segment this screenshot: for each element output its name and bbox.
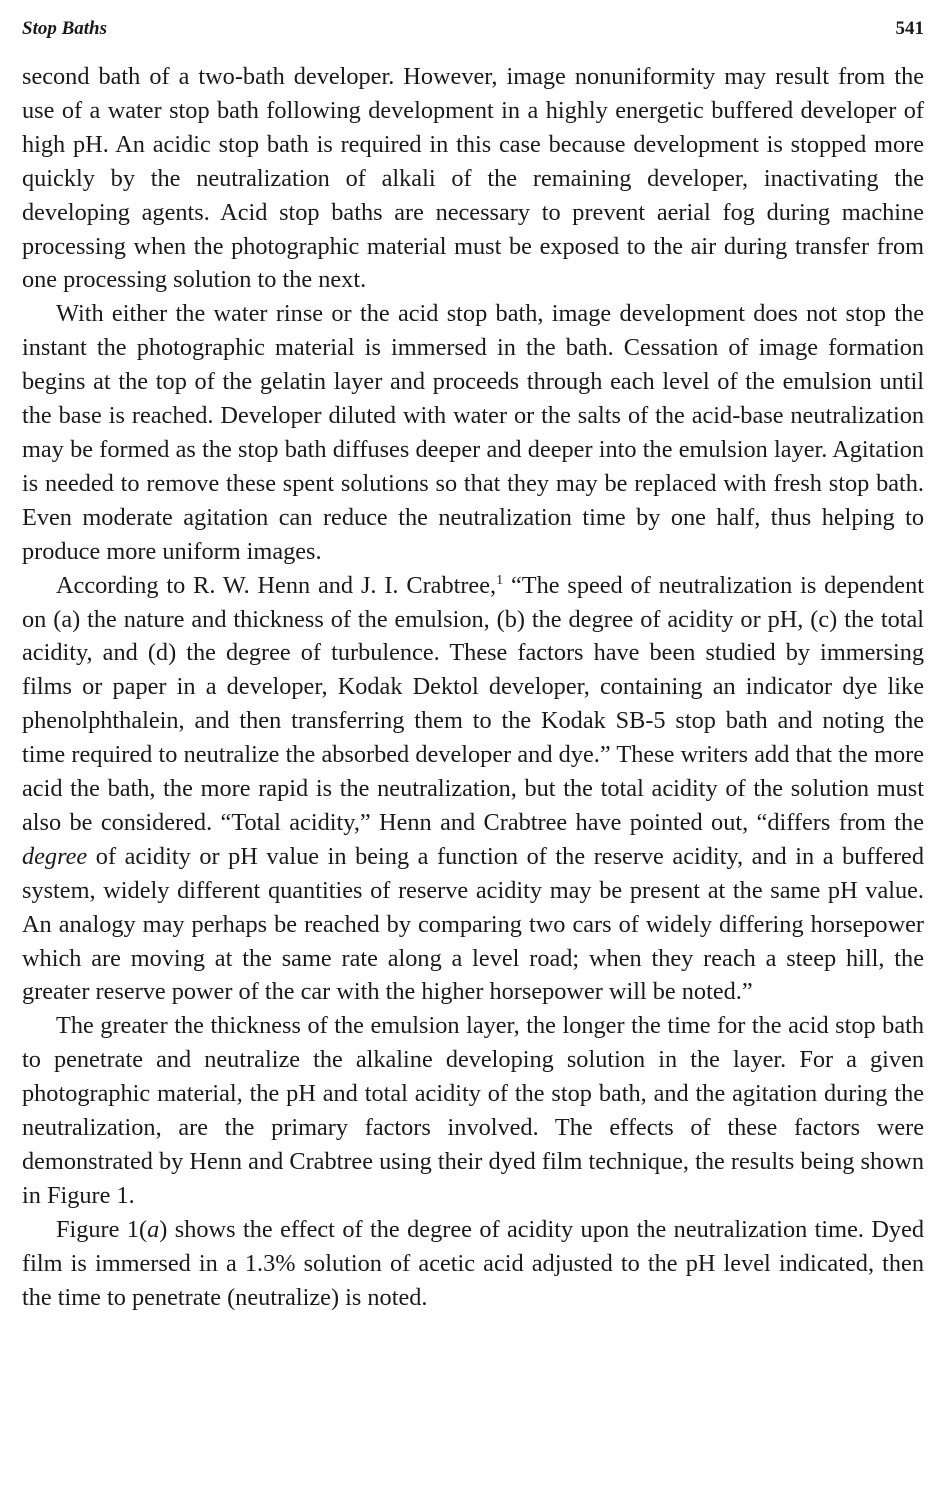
paragraph-4: The greater the thickness of the emulsion layer, the longer the time for the acid stop bath to penetrate and neutralize the alkaline developing solution in the layer. For a given photographic material, the pH and total acidity of the stop bath, and the agitation during the neutralization, are the primary factors involved. The effects of these factors were demonstrated by Henn and Crabtree using their dyed film technique, the results being shown in Figure 1. bbox=[22, 1012, 924, 1209]
paragraph-3 bbox=[22, 569, 924, 1010]
paragraph-2: With either the water rinse or the acid stop bath, image development does not stop the instant the photographic material is immersed in the bath. Cessation of image formation begins at the top of the gelatin layer and proceeds through each level of the emulsion until the base is reached. Developer diluted with water or the salts of the acid-base neutralization may be formed as the stop bath diffuses deeper and deeper into the emulsion layer. Agitation is needed to remove these spent solutions so that they may be replaced with fresh stop bath. Even moderate agitation can reduce the neutralization time by one half, thus helping to produce more uniform images. bbox=[22, 300, 924, 565]
paragraph-3-text-a: According to R. W. Henn and J. I. Crabtree, bbox=[56, 571, 497, 599]
page-number: 541 bbox=[895, 18, 924, 39]
paragraph-5-text-b: ) shows the effect of the degree of acidity upon the neutralization time. Dyed film is immersed in a 1.3% solution of acetic acid adjusted to the pH level indicated, then the time to penetrate (neutralize) is noted. bbox=[22, 1215, 925, 1311]
paragraph-1: second bath of a two-bath developer. However, image nonuniformity may result from the use of a water stop bath following development in a highly energetic buffered developer of high pH. An acidic stop bath is required in this case because development is stopped more quickly by the neutralization of alkali of the remaining developer, inactivating the developing agents. Acid stop baths are necessary to prevent aerial fog during machine processing when the photographic material must be exposed to the air during transfer from one processing solution to the next. bbox=[22, 63, 924, 294]
paragraph-5 bbox=[22, 1213, 924, 1315]
paragraph-5-emphasis: a bbox=[147, 1215, 160, 1243]
paragraph-3-text-c: of acidity or pH value in being a function of the reserve acidity, and in a buffered system, widely different quantities of reserve acidity may be present at the same pH value. An analogy may perhaps be reached by comparing two cars of widely differing horsepower which are moving at the same rate along a level road; when they reach a steep hill, the greater reserve power of the car with the higher horsepower will be noted.” bbox=[22, 842, 924, 1006]
running-title: Stop Baths bbox=[22, 18, 108, 39]
paragraph-5-text-a: Figure 1( bbox=[56, 1215, 148, 1243]
paragraph-3-emphasis: degree bbox=[22, 842, 88, 870]
document-page bbox=[22, 12, 924, 1315]
paragraph-3-text-b: “The speed of neutralization is dependent on (a) the nature and thickness of the emulsion, (b) the degree of acidity or pH, (c) the total acidity, and (d) the degree of turbulence. These factors have been studied by immersing films or paper in a developer, Kodak Dektol developer, containing an indicator dye like phenolphthalein, and then transferring them to the Kodak SB-5 stop bath and noting the time required to neutralize the absorbed developer and dye.” These writers add that the more acid the bath, the more rapid is the neutralization, but the total acidity of the solution must also be considered. “Total acidity,” Henn and Crabtree have pointed out, “differs from the bbox=[22, 571, 924, 836]
body-text bbox=[22, 60, 924, 1315]
running-head bbox=[22, 12, 924, 60]
footnote-ref-1: 1 bbox=[496, 572, 504, 588]
